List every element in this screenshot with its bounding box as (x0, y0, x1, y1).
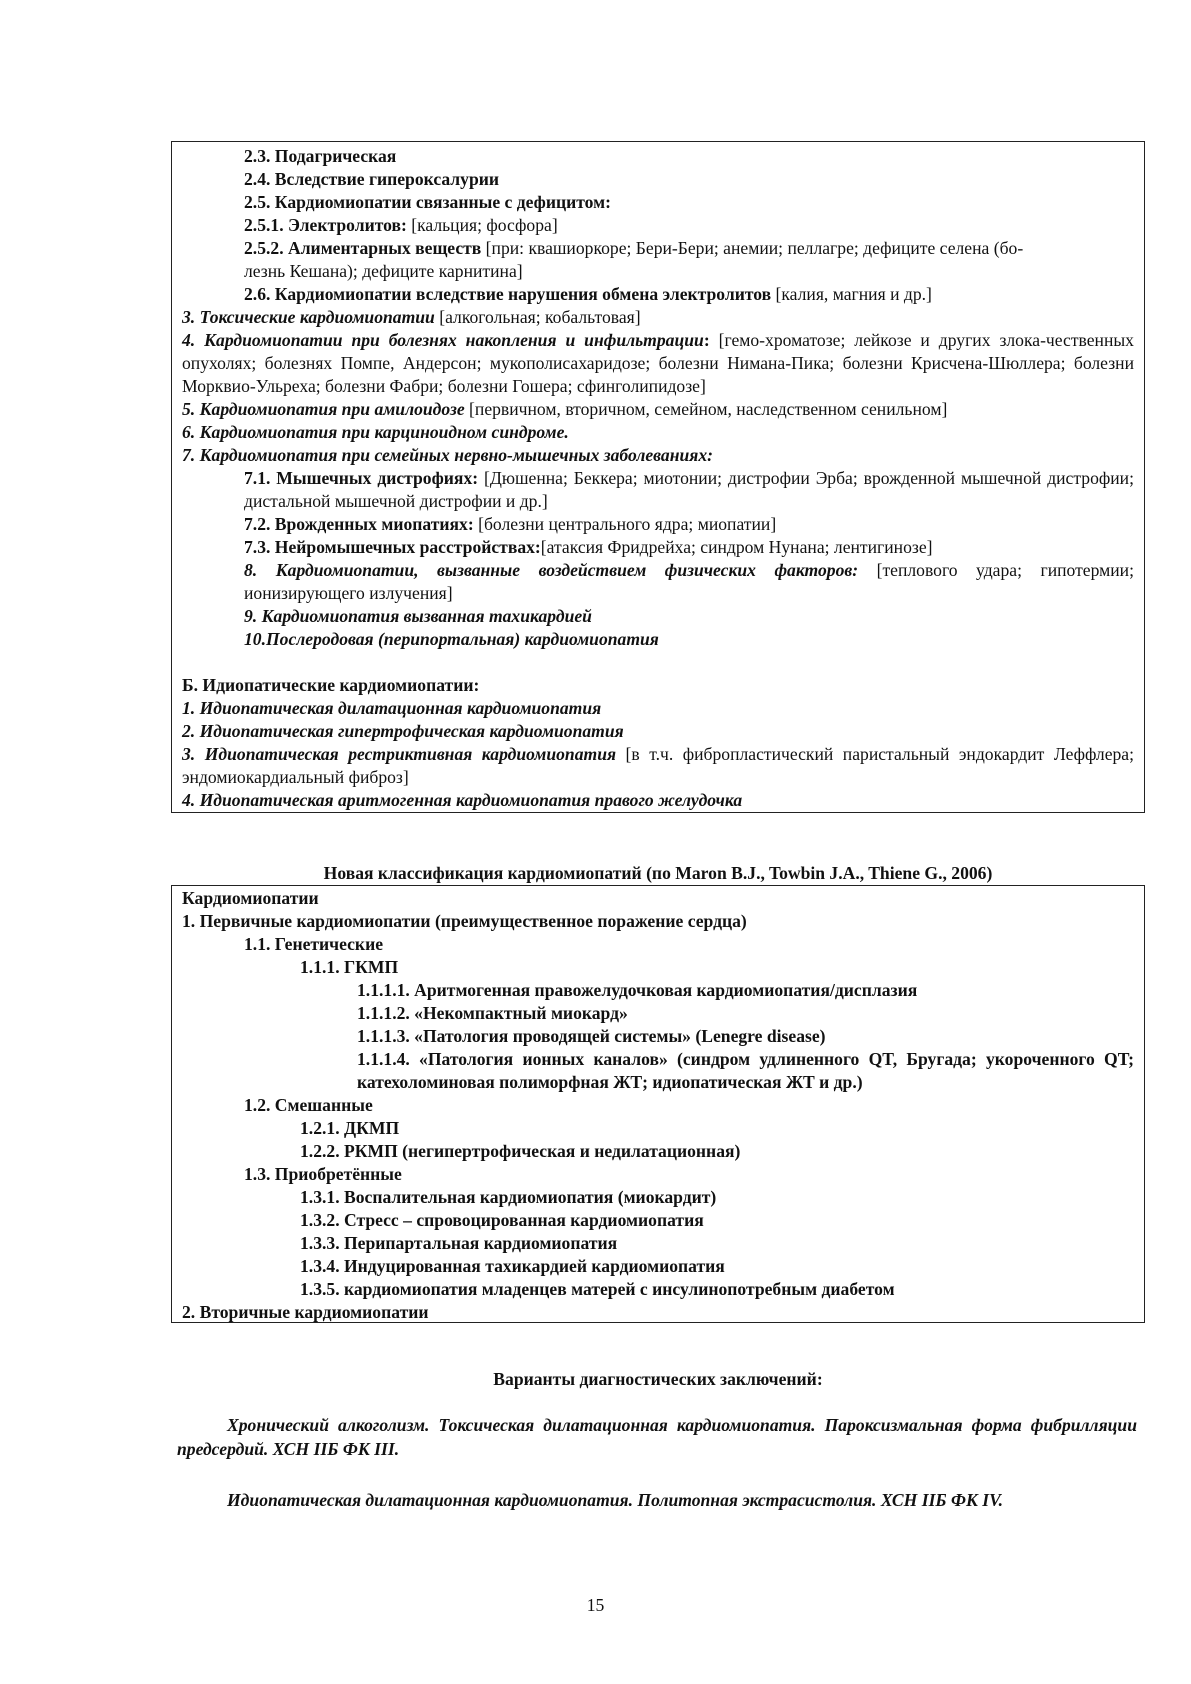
tree-2: 2. Вторичные кардиомиопатии (182, 1302, 429, 1322)
item-4: 4. Кардиомиопатии при болезнях накопления и инфильтрации: [гемо-хроматозе; лейкозе и других злока-чественных опухолях; болезнях Помпе, Андерсон; мукополисахаридозе; болезни Нимана-Пика; болезни Крисчена-Шюллера; болезни Морквио-Ульреха; болезни Фабри; болезни Гошера; сфинголипидозе] (182, 330, 1134, 396)
item-b-2: 2. Идиопатическая гипертрофическая кардиомиопатия (182, 721, 624, 741)
item-7-1: 7.1. Мышечных дистрофиях: [Дюшенна; Беккера; миотонии; дистрофии Эрба; врожденной мышечной дистрофии; дистальной мышечной дистрофии и др.] (244, 468, 1134, 511)
tree-1-3-2: 1.3.2. Стресс – спровоцированная кардиомиопатия (300, 1210, 704, 1230)
tree-1-3-3: 1.3.3. Перипартальная кардиомиопатия (300, 1233, 618, 1253)
classification-table-continued (171, 141, 1145, 813)
item-2-5-1: 2.5.1. Электролитов: [кальция; фосфора] (244, 215, 558, 235)
tree-1-3: 1.3. Приобретённые (244, 1164, 402, 1184)
item-b-4: 4. Идиопатическая аритмогенная кардиомиопатия правого желудочка (182, 790, 743, 810)
tree-1-2-2: 1.2.2. РКМП (негипертрофическая и недилатационная) (300, 1141, 741, 1161)
tree-1-3-4: 1.3.4. Индуцированная тахикардией кардиомиопатия (300, 1256, 725, 1276)
tree-1-1-1-2: 1.1.1.2. «Некомпактный миокард» (357, 1003, 628, 1023)
tree-root: Кардиомиопатии (182, 888, 319, 908)
item-2-6: 2.6. Кардиомиопатии вследствие нарушения обмена электролитов [калия, магния и др.] (244, 284, 932, 304)
item-3: 3. Токсические кардиомиопатии [алкогольная; кобальтовая] (182, 307, 641, 327)
diagnosis-example-2: Идиопатическая дилатационная кардиомиопатия. Политопная экстрасистолия. ХСН IIБ ФК IV. (227, 1490, 1004, 1510)
tree-1-1-1-3: 1.1.1.3. «Патология проводящей системы» (Lenegre disease) (357, 1026, 826, 1046)
item-7-3: 7.3. Нейромышечных расстройствах:[атаксия Фридрейха; синдром Нунана; лентигинозе] (244, 537, 933, 557)
tree-1-3-5: 1.3.5. кардиомиопатия младенцев матерей с инсулинопотребным диабетом (300, 1279, 895, 1299)
new-classification-title: Новая классификация кардиомиопатий (по Maron B.J., Towbin J.A., Thiene G., 2006) (323, 863, 993, 883)
diagnosis-example-1: Хронический алкоголизм. Токсическая дилатационная кардиомиопатия. Пароксизмальная форма фибрилляции предсердий. ХСН IIБ ФК III. (177, 1415, 1137, 1459)
section-b-heading: Б. Идиопатические кардиомиопатии: (182, 675, 480, 695)
item-8: 8. Кардиомиопатии, вызванные воздействием физических факторов: [теплового удара; гипотермии; ионизирующего излучения] (244, 560, 1134, 603)
item-7-2: 7.2. Врожденных миопатиях: [болезни центрального ядра; миопатии] (244, 514, 777, 534)
item-2-5: 2.5. Кардиомиопатии связанные с дефицитом: (244, 192, 611, 212)
new-classification-table (171, 885, 1145, 1323)
tree-1-3-1: 1.3.1. Воспалительная кардиомиопатия (миокардит) (300, 1187, 717, 1207)
item-9: 9. Кардиомиопатия вызванная тахикардией (244, 606, 592, 626)
tree-1-1-1-4: 1.1.1.4. «Патология ионных каналов» (синдром удлиненного QT, Бругада; укороченного QT; катехоломиновая полиморфная ЖТ; идиопатическая ЖТ и др.) (357, 1049, 1134, 1092)
item-2-5-2: 2.5.2. Алиментарных веществ [при: квашиоркоре; Бери-Бери; анемии; пеллагре; дефиците селена (бо- (244, 238, 1024, 258)
tree-1-1-1: 1.1.1. ГКМП (300, 957, 399, 977)
item-b-1: 1. Идиопатическая дилатационная кардиомиопатия (182, 698, 602, 718)
tree-1-2-1: 1.2.1. ДКМП (300, 1118, 400, 1138)
item-6: 6. Кардиомиопатия при карциноидном синдроме. (182, 422, 569, 442)
item-2-3: 2.3. Подагрическая (244, 146, 397, 166)
item-5: 5. Кардиомиопатия при амилоидозе [первичном, вторичном, семейном, наследственном сенильном] (182, 399, 948, 419)
tree-1: 1. Первичные кардиомиопатии (преимущественное поражение сердца) (182, 911, 747, 931)
item-10: 10.Послеродовая (перипортальная) кардиомиопатия (244, 629, 659, 649)
item-7: 7. Кардиомиопатия при семейных нервно-мышечных заболеваниях: (182, 445, 713, 465)
item-b-3: 3. Идиопатическая рестриктивная кардиомиопатия [в т.ч. фибропластический паристальный эндокардит Леффлера; эндомиокардиальный фиброз] (182, 744, 1134, 787)
tree-1-1-1-1: 1.1.1.1. Аритмогенная правожелудочковая кардиомиопатия/дисплазия (357, 980, 918, 1000)
tree-1-2: 1.2. Смешанные (244, 1095, 373, 1115)
item-2-4: 2.4. Вследствие гипероксалурии (244, 169, 500, 189)
page-number: 15 (586, 1595, 605, 1615)
tree-1-1: 1.1. Генетические (244, 934, 384, 954)
item-2-5-2-cont: лезнь Кешана); дефиците карнитина] (244, 261, 523, 281)
diagnosis-variants-title: Варианты диагностических заключений: (493, 1369, 823, 1389)
